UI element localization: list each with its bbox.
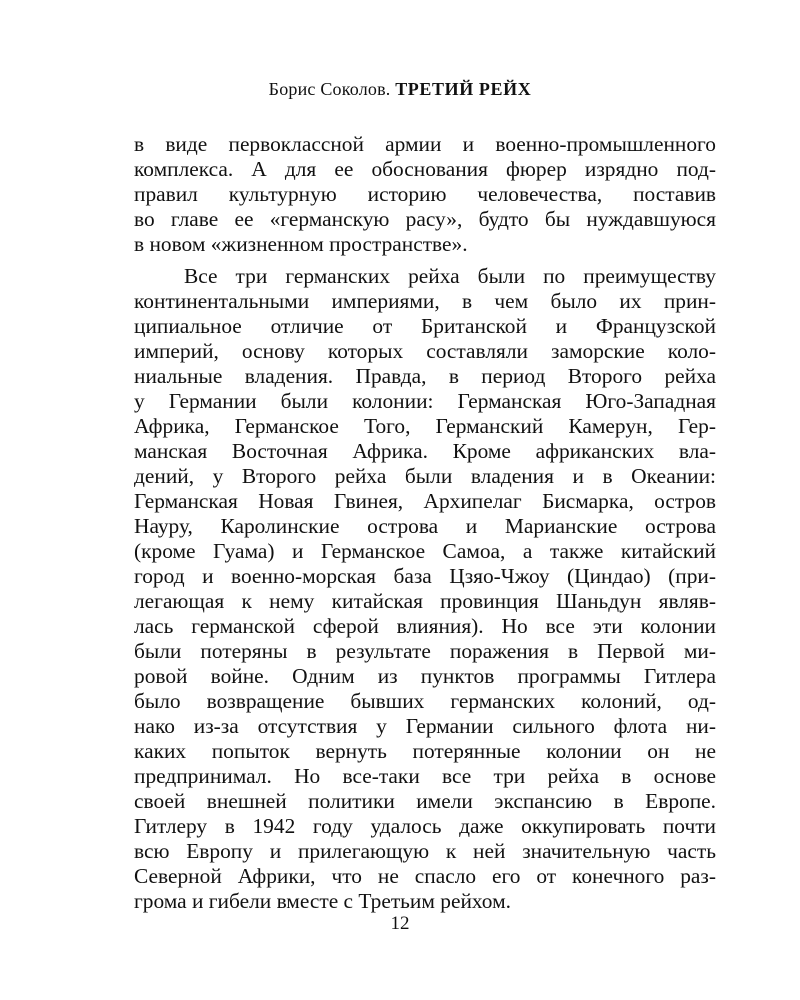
- text-line: у Германии были колонии: Германская Юго-Западная: [134, 389, 716, 413]
- paragraph: [134, 264, 716, 914]
- text-line: было возвращение бывших германских колоний, од-: [134, 689, 716, 713]
- body-text: [134, 132, 716, 914]
- text-line: нако из-за отсутствия у Германии сильного флота ни-: [134, 714, 716, 738]
- text-line: лась германской сферой влияния). Но все эти колонии: [134, 614, 716, 638]
- paragraph: [134, 132, 716, 257]
- running-header: [0, 78, 800, 100]
- text-line: Африка, Германское Того, Германский Камерун, Гер-: [134, 414, 716, 438]
- text-line: легающая к нему китайская провинция Шаньдун являв-: [134, 589, 716, 613]
- text-line: каких попыток вернуть потерянные колонии он не: [134, 739, 716, 763]
- text-line: во главе ее «германскую расу», будто бы нуждавшуюся: [134, 207, 716, 231]
- text-line: ципиальное отличие от Британской и Французской: [134, 314, 716, 338]
- text-line: всю Европу и прилегающую к ней значительную часть: [134, 839, 716, 863]
- text-line: в виде первоклассной армии и военно-промышленного: [134, 132, 716, 156]
- header-author: Борис Соколов.: [268, 79, 391, 99]
- text-line: (кроме Гуама) и Германское Самоа, а также китайский: [134, 539, 716, 563]
- text-line: империй, основу которых составляли заморские коло-: [134, 339, 716, 363]
- text-line: континентальными империями, в чем было их прин-: [134, 289, 716, 313]
- text-line: грома и гибели вместе с Третьим рейхом.: [134, 889, 511, 913]
- text-line: дений, у Второго рейха были владения и в Океании:: [134, 464, 716, 488]
- text-line: Северной Африки, что не спасло его от конечного раз-: [134, 864, 716, 888]
- text-line: предпринимал. Но все-таки все три рейха в основе: [134, 764, 716, 788]
- text-line: правил культурную историю человечества, поставив: [134, 182, 716, 206]
- paragraph-spacer: [134, 257, 716, 264]
- text-line: ровой войне. Одним из пунктов программы Гитлера: [134, 664, 716, 688]
- text-line: Германская Новая Гвинея, Архипелаг Бисмарка, остров: [134, 489, 716, 513]
- text-line: манская Восточная Африка. Кроме африканских вла-: [134, 439, 716, 463]
- text-line: в новом «жизненном пространстве».: [134, 232, 468, 256]
- header-book-title: ТРЕТИЙ РЕЙХ: [395, 79, 532, 99]
- text-line: ниальные владения. Правда, в период Второго рейха: [134, 364, 716, 388]
- page-number: 12: [390, 913, 410, 934]
- text-line: своей внешней политики имели экспансию в Европе.: [134, 789, 716, 813]
- text-line: комплекса. А для ее обоснования фюрер изрядно под-: [134, 157, 716, 181]
- text-line: город и военно-морская база Цзяо-Чжоу (Циндао) (при-: [134, 564, 716, 588]
- text-line: были потеряны в результате поражения в Первой ми-: [134, 639, 716, 663]
- text-line: Гитлеру в 1942 году удалось даже оккупировать почти: [134, 814, 716, 838]
- text-line: Все три германских рейха были по преимуществу: [184, 264, 716, 288]
- text-line: Науру, Каролинские острова и Марианские острова: [134, 514, 716, 538]
